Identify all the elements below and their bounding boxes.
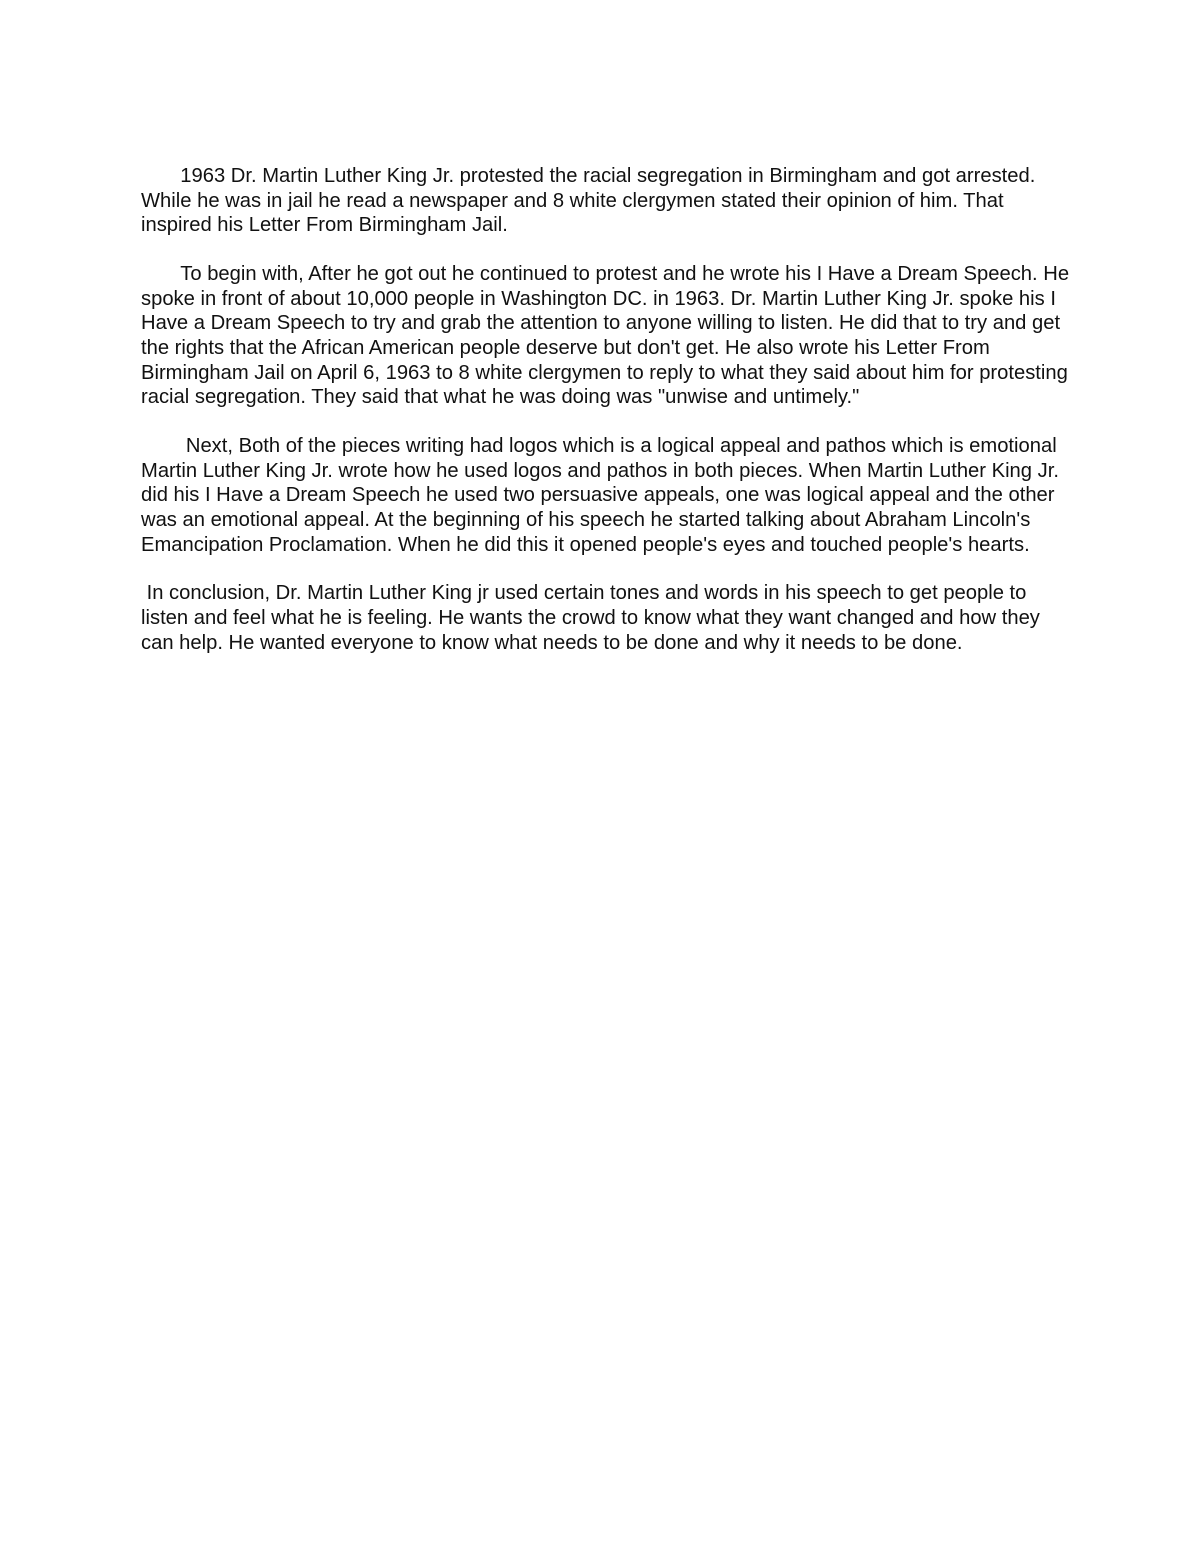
paragraph-next: Next, Both of the pieces writing had logos which is a logical appeal and pathos which is emotional Martin Luther King Jr. wrote how he used logos and pathos in both pieces. When Martin Luther King Jr. did his I Have a Dream Speech he used two persuasive appeals, one was logical appeal and the other was an emotional appeal. At the beginning of his speech he started talking about Abraham Lincoln's Emancipation Proclamation. When he did this it opened people's eyes and touched people's hearts.: [141, 435, 1065, 556]
paragraph-conclusion: In conclusion, Dr. Martin Luther King jr used certain tones and words in his speech to get people to listen and feel what he is feeling. He wants the crowd to know what they want changed and how they can help. He wanted everyone to know what needs to be done and why it needs to be done.: [141, 582, 1046, 654]
essay-body: [141, 164, 1075, 680]
paragraph-intro: 1963 Dr. Martin Luther King Jr. protested the racial segregation in Birmingham and got arrested. While he was in jail he read a newspaper and 8 white clergymen stated their opinion of him. That inspired his Letter From Birmingham Jail.: [141, 165, 1041, 237]
paragraph-to-begin-with: To begin with, After he got out he continued to protest and he wrote his I Have a Dream Speech. He spoke in front of about 10,000 people in Washington DC. in 1963. Dr. Martin Luther King Jr. spoke his I Have a Dream Speech to try and grab the attention to anyone willing to listen. He did that to try and get the rights that the African American people deserve but don't get. He also wrote his Letter From Birmingham Jail on April 6, 1963 to 8 white clergymen to reply to what they said about him for protesting racial segregation. They said that what he was doing was "unwise and untimely.": [141, 263, 1075, 409]
